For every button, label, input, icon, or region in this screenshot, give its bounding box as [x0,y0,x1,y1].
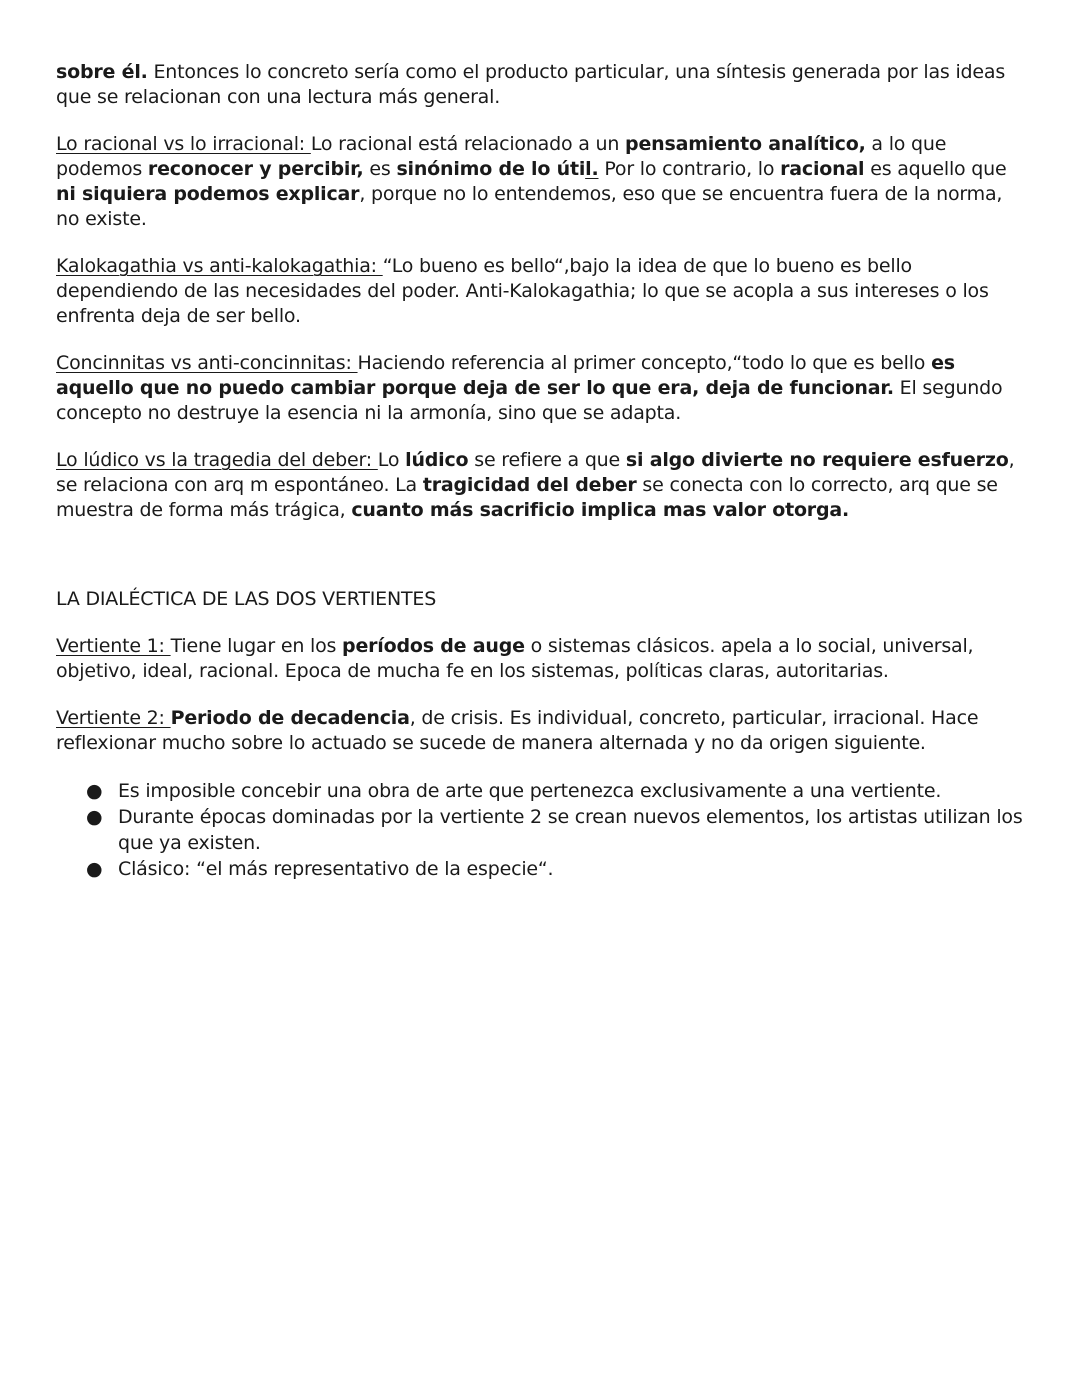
bold-text: Periodo de decadencia [170,707,410,729]
body-text: , se relaciona con arq m espontáneo. La [56,449,1015,496]
paragraph-vertiente-2 [56,706,1026,756]
bold-text: ni siquiera podemos explicar [56,183,360,205]
list-item-text: Es imposible concebir una obra de arte que pertenezca exclusivamente a una vertiente. [118,780,942,802]
list-item [86,778,1026,804]
bold-underlined-text: l. [585,158,599,180]
body-text: Tiene lugar en los [170,635,343,657]
term-label: Lo racional vs lo irracional: [56,133,311,155]
bold-text: lúdico [405,449,469,471]
paragraph-ludico [56,448,1026,523]
body-text: Lo racional está relacionado a un [310,133,626,155]
body-text: es [363,158,397,180]
term-label: Concinnitas vs anti-concinnitas: [56,352,358,374]
term-label: Vertiente 2: [56,707,171,729]
body-text: a lo que podemos [56,133,947,180]
paragraph-vertiente-1 [56,634,1026,684]
bullet-icon: ● [86,858,103,880]
paragraph-racional-irracional [56,132,1026,232]
list-item [86,804,1026,856]
bold-text: sinónimo de lo úti [396,158,586,180]
body-text: Lo [377,449,406,471]
bullet-icon: ● [86,780,103,802]
bullet-list [56,778,1026,882]
body-text: , de crisis. Es individual, concreto, particular, irracional. Hace reflexionar mucho sobre lo actuado se sucede de manera alternada y no da origen siguiente. [56,707,979,754]
body-text: Entonces lo concreto sería como el producto particular, una síntesis generada por las ideas que se relacionan con una lectura más general. [56,61,1006,108]
bold-text: tragicidad del deber [422,474,637,496]
section-heading: LA DIALÉCTICA DE LAS DOS VERTIENTES [56,588,437,610]
list-item-text: Durante épocas dominadas por la vertiente 2 se crean nuevos elementos, los artistas utilizan los que ya existen. [118,806,1023,854]
paragraph-concreto [56,60,1026,110]
list-item [86,856,1026,882]
bold-text: reconocer y percibir, [147,158,364,180]
bold-text: es aquello que no puedo cambiar porque deja de ser lo que era, deja de funcionar. [56,352,955,399]
body-text: o sistemas clásicos. apela a lo social, universal, objetivo, ideal, racional. Epoca de mucha fe en los sistemas, políticas claras, autoritarias. [56,635,974,682]
bold-text: cuanto más sacrificio implica mas valor otorga. [351,499,850,521]
body-text: es aquello que [864,158,1007,180]
body-text: El segundo concepto no destruye la esencia ni la armonía, sino que se adapta. [56,377,1003,424]
paragraph-concinnitas [56,351,1026,426]
term-label: Vertiente 1: [56,635,171,657]
term-label: Lo lúdico vs la tragedia del deber: [56,449,378,471]
bullet-icon: ● [86,806,103,828]
body-text: “Lo bueno es bello“,bajo la idea de que lo bueno es bello dependiendo de las necesidades del poder. Anti-Kalokagathia; lo que se acopla a sus intereses o los enfrenta deja de ser bello. [56,255,989,327]
document-page [56,60,1026,882]
body-text: se refiere a que [468,449,626,471]
bold-text: si algo divierte no requiere esfuerzo [625,449,1009,471]
body-text: , porque no lo entendemos, eso que se encuentra fuera de la norma, no existe. [56,183,1003,230]
paragraph-kalokagathia [56,254,1026,329]
body-text: se conecta con lo correcto, arq que se muestra de forma más trágica, [56,474,998,521]
term-label: Kalokagathia vs anti-kalokagathia: [56,255,383,277]
bold-text: sobre él. [56,61,148,83]
body-text: Haciendo referencia al primer concepto,“todo lo que es bello [357,352,932,374]
bold-text: períodos de auge [342,635,525,657]
bold-text: pensamiento analítico, [625,133,866,155]
body-text: Por lo contrario, lo [598,158,781,180]
bold-text: racional [780,158,865,180]
list-item-text: Clásico: “el más representativo de la especie“. [118,858,554,880]
